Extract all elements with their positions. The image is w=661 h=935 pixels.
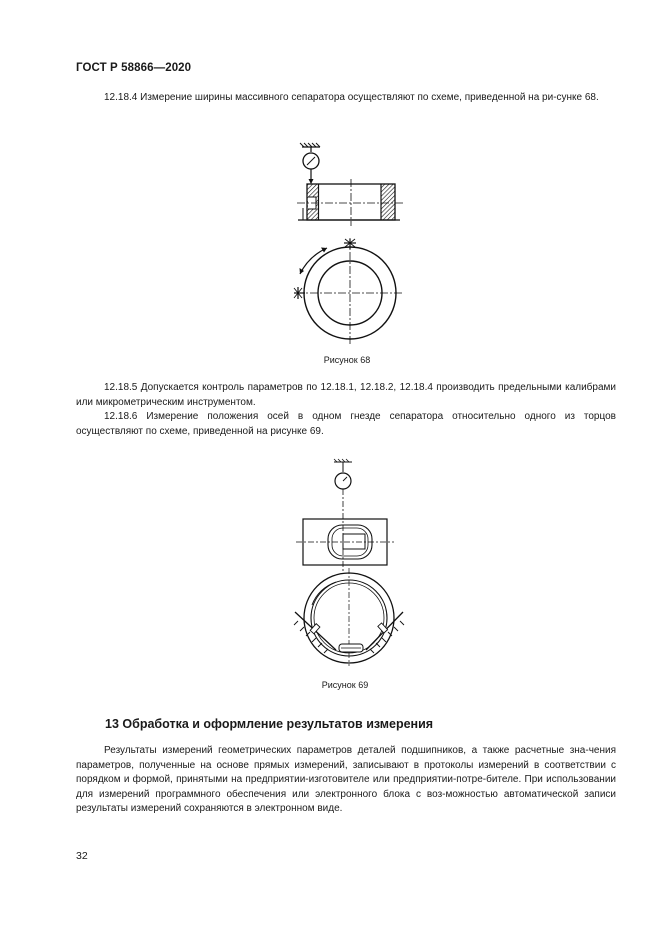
- page-number: 32: [76, 850, 88, 862]
- section-13-title: 13 Обработка и оформление результатов измерения: [105, 717, 434, 731]
- paragraph-12-18-5: 12.18.5 Допускается контроль параметров по 12.18.1, 12.18.2, 12.18.4 производить предельными калибрами или микрометрическим инструментом.: [76, 382, 616, 408]
- paragraph-12-18-6: 12.18.6 Измерение положения осей в одном гнезде сепаратора относительно одного из торцов осуществляют по схеме, приведенной на рисунке 69.: [76, 411, 616, 437]
- figure-69-caption: Рисунок 69: [321, 680, 369, 690]
- section-13-text: Результаты измерений геометрических параметров деталей подшипников, а также расчетные зна-чения параметров, полученные на основе прямых измерений, записывают в протоколы измерений в соответствии с порядком и формой, принятыми на предприятии-изготовителе или предприятии-потре-бителе. При использовании для измерений программного обеспечения или электронного блока с воз-можностью автоматической записи результаты измерений сохраняются в электронном виде.: [76, 745, 616, 814]
- figure-68-caption: Рисунок 68: [323, 355, 371, 365]
- paragraph-12-18-4: 12.18.4 Измерение ширины массивного сепаратора осуществляют по схеме, приведенной на ри-сунке 68.: [104, 92, 599, 103]
- document-header: ГОСТ Р 58866—2020: [76, 62, 192, 74]
